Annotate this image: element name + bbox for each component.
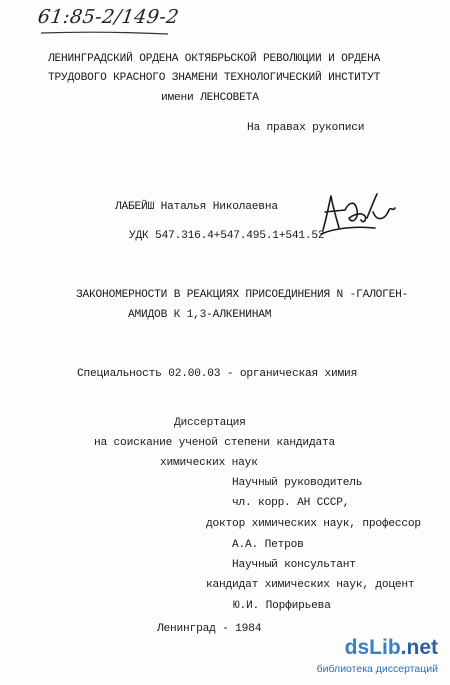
consultant-role: Научный консультант <box>232 559 356 571</box>
institute-line-3: имени ЛЕНСОВЕТА <box>161 92 259 104</box>
signature <box>315 188 397 243</box>
specialty: Специальность 02.00.03 - органическая химия <box>77 368 358 380</box>
dslib-subtitle: библиотека диссертаций <box>316 663 438 675</box>
supervisor-title-2: доктор химических наук, профессор <box>206 518 421 530</box>
consultant-degree: кандидат химических наук, доцент <box>206 579 415 591</box>
institute-line-2: ТРУДОВОГО КРАСНОГО ЗНАМЕНИ ТЕХНОЛОГИЧЕСКИЙ ИНСТИТУТ <box>48 72 381 84</box>
author-name: ЛАБЕЙШ Наталья Николаевна <box>115 201 278 213</box>
consultant-name: Ю.И. Порфирьева <box>233 600 331 612</box>
supervisor-name: А.А. Петров <box>232 539 304 551</box>
city-year: Ленинград - 1984 <box>157 623 262 635</box>
supervisor-title-1: чл. корр. АН СССР, <box>232 497 350 509</box>
manuscript-rights-note: На правах рукописи <box>247 122 365 134</box>
degree-field: химических наук <box>160 457 258 469</box>
degree-sought: на соискание ученой степени кандидата <box>94 437 336 449</box>
dslib-logo: dsLib.net <box>344 636 438 659</box>
udc-code: УДК 547.316.4+547.495.1+541.52 <box>129 230 325 242</box>
dissertation-title-line-1: ЗАКОНОМЕРНОСТИ В РЕАКЦИЯХ ПРИСОЕДИНЕНИЯ N -ГАЛОГЕН- <box>76 289 409 301</box>
institute-line-1: ЛЕНИНГРАДСКИЙ ОРДЕНА ОКТЯБРЬСКОЙ РЕВОЛЮЦИИ И ОРДЕНА <box>48 53 381 65</box>
dissertation-title-line-2: АМИДОВ К 1,3-АЛКЕНИНАМ <box>128 309 272 321</box>
dissertation-label: Диссертация <box>174 417 246 429</box>
supervisor-role: Научный руководитель <box>232 477 363 489</box>
dslib-watermark <box>316 636 442 680</box>
archive-mark-underline <box>40 30 170 36</box>
archive-handwritten-mark: 61:85-2/149-2 <box>36 6 181 28</box>
